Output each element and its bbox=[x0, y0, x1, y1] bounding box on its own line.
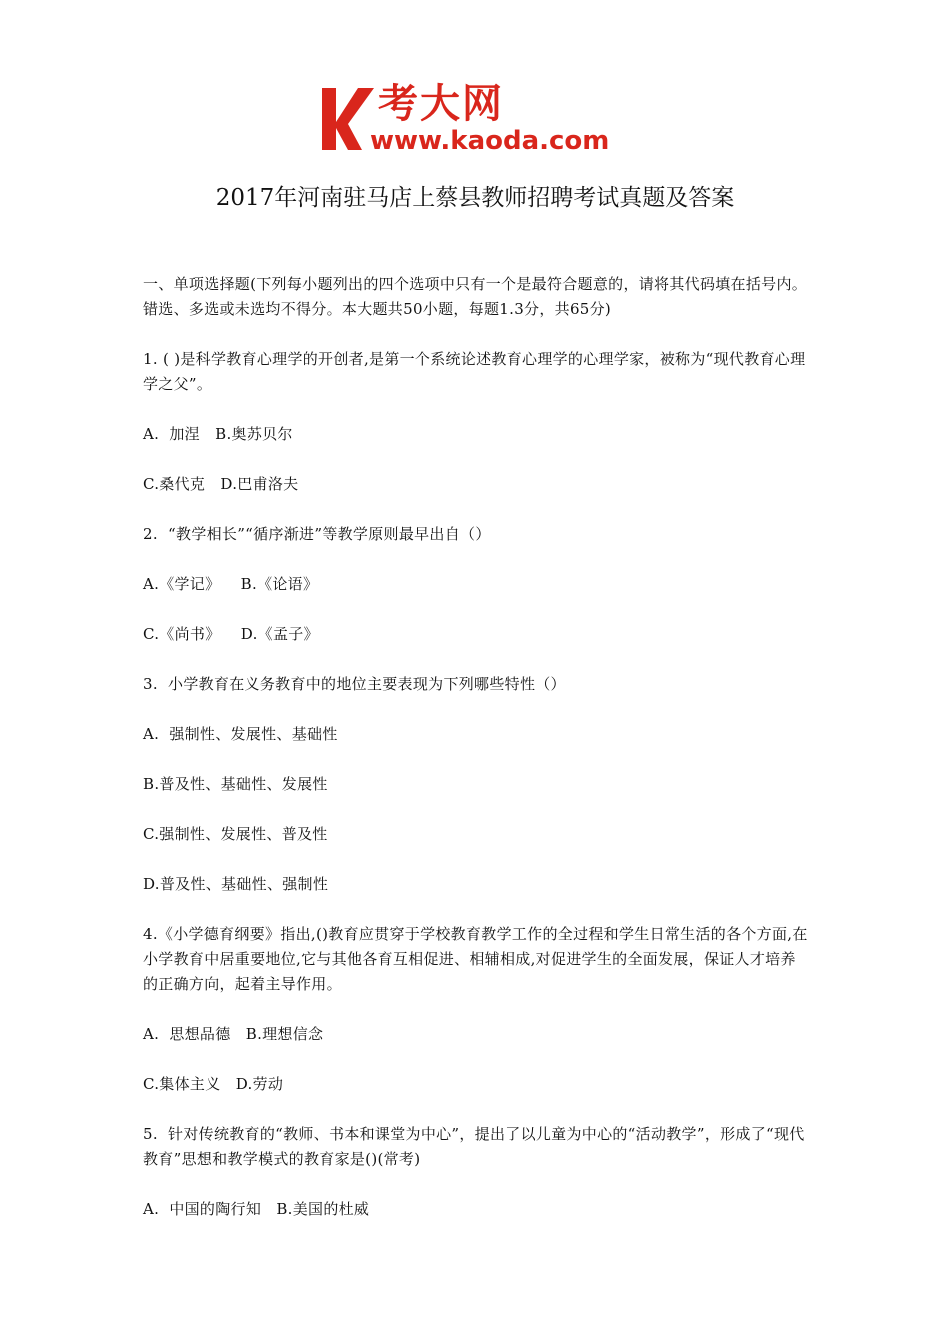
question-3: 3. 小学教育在义务教育中的地位主要表现为下列哪些特性（） bbox=[143, 675, 566, 693]
question-3-option-a: A. 强制性、发展性、基础性 bbox=[143, 725, 338, 743]
k-logo-icon bbox=[318, 84, 378, 154]
question-4-options-cd: C.集体主义 D.劳动 bbox=[143, 1075, 284, 1093]
question-4-options-ab: A. 思想品德 B.理想信念 bbox=[143, 1025, 324, 1043]
question-3-option-b: B.普及性、基础性、发展性 bbox=[143, 775, 328, 793]
question-1-options-cd: C.桑代克 D.巴甫洛夫 bbox=[143, 475, 299, 493]
document-title: 2017年河南驻马店上蔡县教师招聘考试真题及答案 bbox=[215, 185, 735, 211]
question-1: 1. ( )是科学教育心理学的开创者,是第一个系统论述教育心理学的心理学家，被称为“现代教育心理学之父”。 bbox=[143, 350, 806, 393]
question-4: 4.《小学德育纲要》指出,()教育应贯穿于学校教育教学工作的全过程和学生日常生活的各个方面,在小学教育中居重要地位,它与其他各育互相促进、相辅相成,对促进学生的全面发展，保证人才培养的正确方向，起着主导作用。 bbox=[143, 925, 808, 993]
question-5: 5. 针对传统教育的“教师、书本和课堂为中心”，提出了以儿童为中心的“活动教学”，形成了“现代教育”思想和教学模式的教育家是()(常考) bbox=[143, 1125, 805, 1168]
document-body bbox=[143, 272, 811, 1247]
question-2-options-ab: A.《学记》 B.《论语》 bbox=[143, 575, 319, 593]
question-1-options-ab: A. 加涅 B.奥苏贝尔 bbox=[143, 425, 293, 443]
question-3-option-d: D.普及性、基础性、强制性 bbox=[143, 875, 329, 893]
question-2-options-cd: C.《尚书》 D.《孟子》 bbox=[143, 625, 319, 643]
logo-url-text: www.kaoda.com bbox=[370, 126, 610, 156]
question-3-option-c: C.强制性、发展性、普及性 bbox=[143, 825, 328, 843]
question-5-options-ab: A. 中国的陶行知 B.美国的杜威 bbox=[143, 1200, 370, 1218]
kaoda-logo bbox=[318, 80, 638, 158]
question-2: 2. “教学相长”“循序渐进”等教学原则最早出自（） bbox=[143, 525, 491, 543]
logo-chinese-text: 考大网 bbox=[378, 81, 504, 127]
section-instructions: 一、单项选择题(下列每小题列出的四个选项中只有一个是最符合题意的，请将其代码填在括号内。错选、多选或未选均不得分。本大题共50小题，每题1.3分，共65分) bbox=[143, 275, 808, 318]
